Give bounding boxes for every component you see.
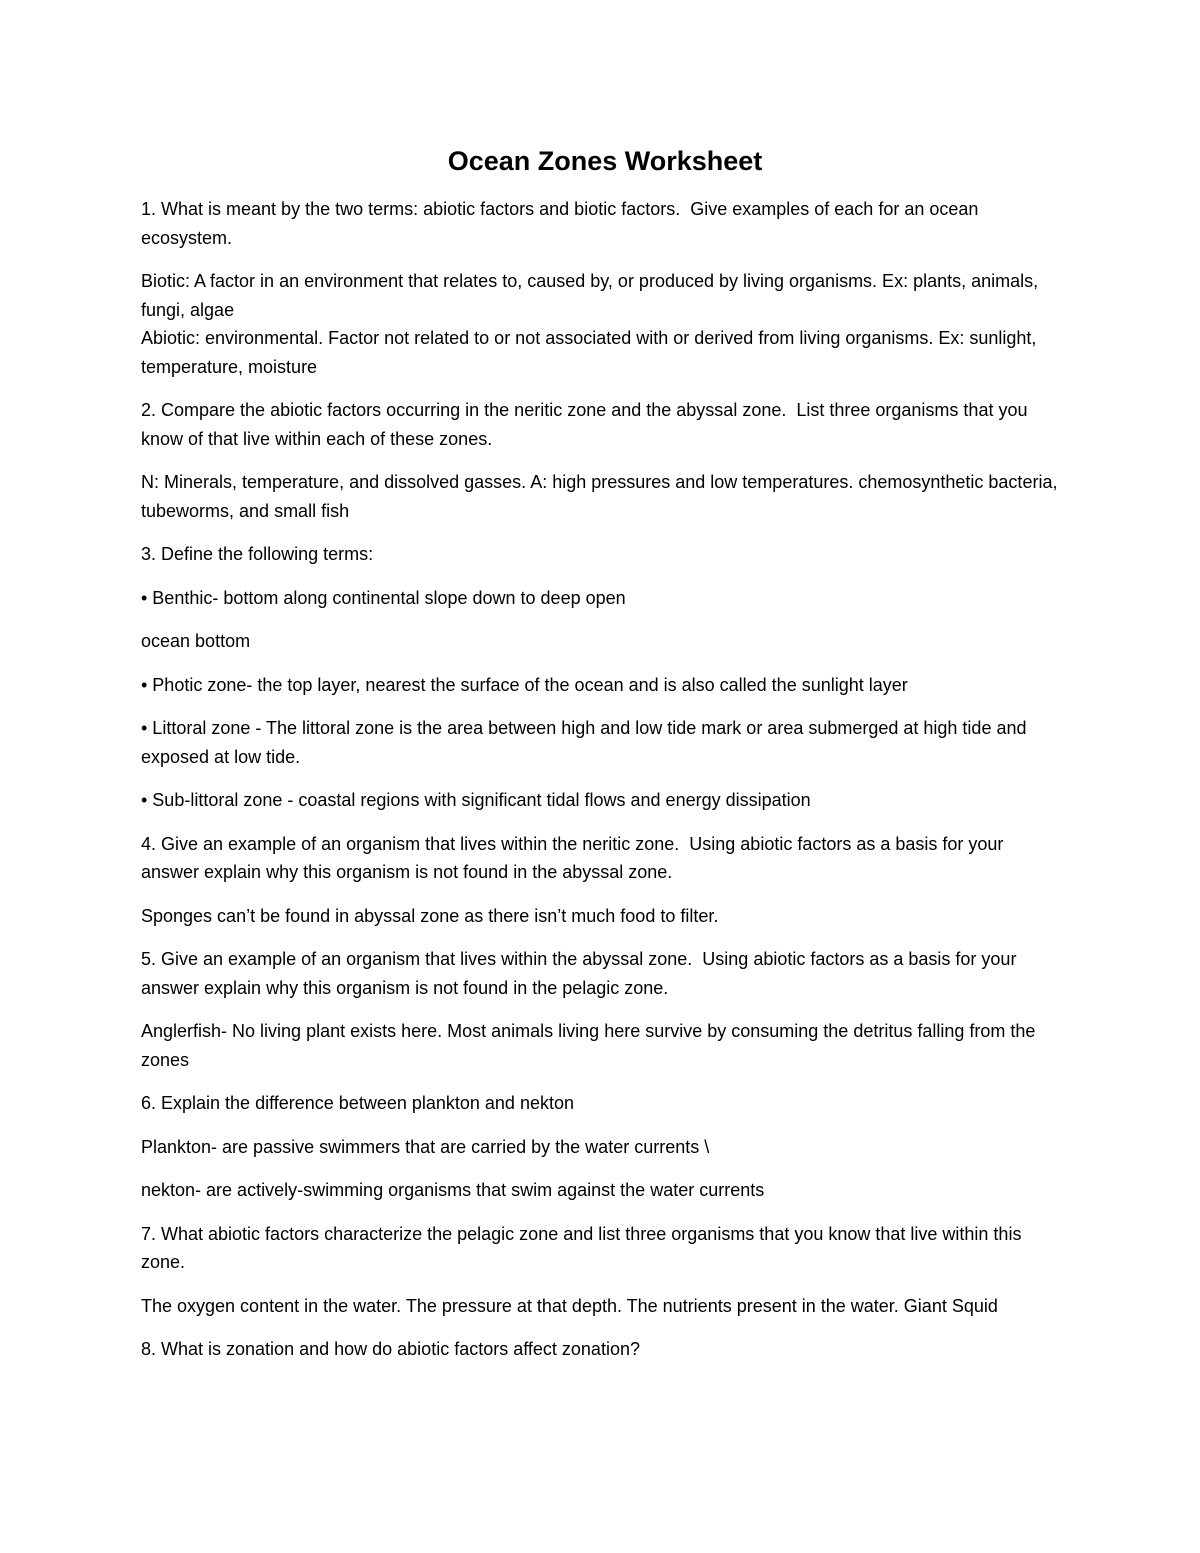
term-sub-littoral-zone: • Sub-littoral zone - coastal regions with significant tidal flows and energy dissipation (141, 790, 811, 810)
question-1: 1. What is meant by the two terms: abiotic factors and biotic factors. Give examples of each for an ocean ecosystem. (141, 199, 984, 248)
answer-6-nekton: nekton- are actively-swimming organisms that swim against the water currents (141, 1180, 765, 1200)
answer-1-abiotic: Abiotic: environmental. Factor not related to or not associated with or derived from living organisms. Ex: sunlight, temperature, moisture (141, 328, 1042, 377)
answer-6-plankton: Plankton- are passive swimmers that are carried by the water currents \ (141, 1136, 710, 1157)
question-4: 4. Give an example of an organism that lives within the neritic zone. Using abiotic factors as a basis for your answer explain why this organism is not found in the abyssal zone. (141, 833, 1009, 882)
document-body (141, 142, 1061, 1364)
answer-2: N: Minerals, temperature, and dissolved gasses. A: high pressures and low temperatures. chemosynthetic bacteria, tubeworms, and small fish (141, 472, 1063, 521)
question-5: 5. Give an example of an organism that lives within the abyssal zone. Using abiotic factors as a basis for your answer explain why this organism is not found in the pelagic zone. (141, 949, 1022, 998)
question-7: 7. What abiotic factors characterize the pelagic zone and list three organisms that you know that live within this zone. (141, 1223, 1027, 1272)
answer-7: The oxygen content in the water. The pressure at that depth. The nutrients present in the water. Giant Squid (141, 1295, 998, 1316)
term-photic-zone: • Photic zone- the top layer, nearest the surface of the ocean and is also called the sunlight layer (141, 674, 908, 695)
question-2: 2. Compare the abiotic factors occurring in the neritic zone and the abyssal zone. List three organisms that you know of that live within each of these zones. (141, 400, 1033, 449)
term-littoral-zone: • Littoral zone - The littoral zone is the area between high and low tide mark or area submerged at high tide and exposed at low tide. (141, 718, 1032, 767)
question-6: 6. Explain the difference between plankton and nekton (141, 1093, 574, 1113)
answer-4: Sponges can’t be found in abyssal zone as there isn’t much food to filter. (141, 905, 719, 926)
question-8: 8. What is zonation and how do abiotic factors affect zonation? (141, 1339, 640, 1359)
answer-1-biotic: Biotic: A factor in an environment that relates to, caused by, or produced by living organisms. Ex: plants, animals, fungi, algae (141, 271, 1044, 320)
page-title: Ocean Zones Worksheet (447, 146, 763, 176)
answer-5: Anglerfish- No living plant exists here. Most animals living here survive by consuming the detritus falling from the zones (141, 1021, 1041, 1070)
term-benthic-continued: ocean bottom (141, 631, 251, 651)
question-3: 3. Define the following terms: (141, 544, 374, 564)
term-benthic: • Benthic- bottom along continental slope down to deep open (141, 587, 626, 608)
